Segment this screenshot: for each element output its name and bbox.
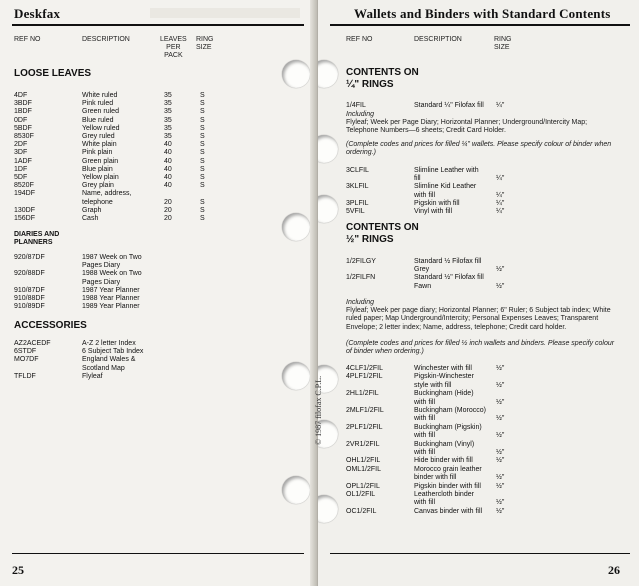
cell-desc: with fill [414, 398, 436, 406]
cell-ref: 130DF [14, 206, 36, 214]
cell-desc: Vinyl with fill [414, 208, 452, 215]
cell-ref: 4PLF1/2FIL [346, 373, 383, 381]
cell-desc: 1987 Year Planner [82, 286, 140, 294]
cell-desc: with fill [414, 499, 436, 507]
cell-ring: S [200, 141, 205, 149]
cell-ring: ½" [496, 474, 505, 482]
cell-desc: 1987 Week on Two [82, 254, 142, 261]
section-title-loose-leaves: LOOSE LEAVES [14, 68, 92, 79]
header-leaves: LEAVES PER PACK [160, 36, 187, 59]
cell-ring: ¼" [496, 199, 505, 207]
cell-ring: S [200, 149, 205, 157]
cell-desc: Cash [82, 215, 99, 222]
cell-desc: Name, address, [82, 190, 132, 198]
cell-desc: Pink ruled [82, 100, 114, 108]
page-title-right: Wallets and Binders with Standard Contents [354, 6, 611, 21]
cell-leaves: 35 [164, 100, 172, 108]
binder-hole-10 [318, 495, 338, 523]
cell-ring: S [200, 215, 205, 222]
cell-ref: OHL1/2FIL [346, 457, 381, 465]
footer-rule-right [330, 553, 630, 554]
cell-ref: 4DF [14, 92, 28, 99]
cell-ref: 2DF [14, 141, 28, 149]
cell-ref: 3PLFIL [346, 199, 369, 207]
binder-hole-3 [282, 362, 310, 390]
cell-ref: 5VFIL [346, 208, 365, 215]
cell-leaves: 40 [164, 157, 172, 165]
cell-ring: ½" [496, 482, 505, 490]
cell-desc: Yellow plain [82, 174, 119, 181]
cell-desc: Buckingham (Pigskin) [414, 423, 482, 431]
half-note: (Complete codes and prices for filled ½ inch wallets and binders. Please specify colour of binder when ordering.) [346, 340, 615, 356]
cell-desc: Green plain [82, 157, 119, 165]
cell-leaves: 35 [164, 116, 172, 124]
cell-ref: 1BDF [14, 108, 32, 116]
section-title-quarter: CONTENTS ON [346, 67, 419, 78]
cell-desc: Pages Diary [82, 262, 121, 270]
cell-ring: ½" [496, 266, 505, 274]
cell-desc: fill [414, 175, 421, 183]
cell-desc: Buckingham (Morocco) [414, 407, 486, 414]
cell-desc: A-Z 2 letter Index [82, 340, 136, 347]
cell-leaves: 20 [164, 215, 172, 222]
cell-desc: Grey plain [82, 182, 114, 190]
cell-leaves: 35 [164, 124, 172, 132]
cell-ring: ½" [496, 507, 505, 515]
cell-desc: Pink plain [82, 149, 113, 157]
cell-ref: 194DF [14, 190, 36, 198]
section-title-quarter-rings: ¼" RINGS [346, 79, 394, 90]
cell-ref: AZ2ACEDF [14, 340, 51, 347]
cell-ring: S [200, 108, 205, 116]
cell-desc: Morocco grain leather [414, 465, 482, 473]
page-number-left: 25 [12, 563, 24, 577]
cell-ring: S [200, 174, 205, 181]
cell-ref: 920/88DF [14, 270, 45, 278]
section-title-half-rings: ½" RINGS [346, 234, 394, 245]
cell-ref: 1DF [14, 165, 28, 173]
cell-ring: S [200, 133, 205, 140]
cell-desc: with fill [414, 449, 436, 456]
cell-desc: Slimline Leather with [414, 167, 479, 174]
header-ring-right: RING SIZE [494, 36, 512, 51]
cell-ring: ½" [496, 282, 505, 290]
cell-ref: 910/89DF [14, 303, 45, 311]
page-title-left: Deskfax [14, 6, 61, 21]
right-page: Wallets and Binders with Standard Contents REF NO DESCRIPTION RING SIZE CONTENTS ON ¼" RINGS 1/4FIL Standard ¼" Filofax fill ¼" Including Flyleaf; Week per Page Diary; Horizontal Planner; Underground/Intercity Map; Telephone Numbers—6 sheets; Credit Card Holder. (Complete codes and prices for filled ¼" wallets. Please specify colour of binder when ordering.) 3CLFIL Slimline Leather with fill ¼" 3KLFIL Slimline Kid Leather with fill ¼" 3PLFIL Pigskin with fill ¼" 5VFIL Vinyl with fill ¼" CONTENTS ON ½" RINGS 1/2FILGY Standard ½ Filofax fill Grey ½" 1/2FILFN Standard ½" Filofax fill Fawn ½" Including Flyleaf; Week per page diary; Horizontal Planner; 6" Ruler; 6 Subject tab index; White ruled paper; Map Underground/Intercity; Personal Expenses Leaves; Transparent Envelope; 2 letter index; Name, address, telephone; Credit card holder. (Complete codes and prices for filled ½ inch wallets and binders. Please specify colour of binder when ordering.) 4CLF1/2FIL Winchester with fill ½" 4PLF1/2FIL Pigskin-Winchester style with fill ½" 2HL1/2FIL Buckingham (Hide) with fill ½" 2MLF1/2FIL Buckingham (Morocco) with fill ½" 2PLF1/2FIL Buckingham (Pigskin) with fill ½" 2VR1/2FIL Buckingham (Vinyl) with fill ½" OHL1/2FIL Hide binder with fill ½" OML1/2FIL Morocco grain leather binder with fill ½" OPL1/2FIL Pigskin binder with fill ½" OL1/2FIL Leathercloth binder with fill ½" OC1/2FIL Canvas binder with fill ½" 26 [318, 0, 639, 586]
cell-ref: 4CLF1/2FIL [346, 365, 383, 372]
binder-hole-1 [282, 60, 310, 88]
cell-desc: White plain [82, 141, 117, 149]
cell-ring: ½" [496, 398, 505, 406]
header-ref-right: REF NO [346, 36, 373, 43]
cell-ring: S [200, 116, 205, 124]
cell-ref: 2HL1/2FIL [346, 390, 379, 398]
cell-leaves: 35 [164, 133, 172, 140]
binder-hole-6 [318, 135, 338, 163]
cell-ring: ¼" [496, 191, 505, 199]
cell-desc: Green ruled [82, 108, 119, 116]
header-ring: RING SIZE [196, 36, 214, 51]
cell-ref: MO7DF [14, 356, 39, 364]
cell-ref: 3CLFIL [346, 167, 369, 174]
cell-ring: S [200, 206, 205, 214]
cell-desc: Standard ½" Filofax fill [414, 274, 484, 282]
cell-ref: 2MLF1/2FIL [346, 407, 384, 414]
cell-desc: Blue plain [82, 165, 113, 173]
cell-ring: ½" [496, 457, 505, 465]
cell-ref: 0DF [14, 116, 28, 124]
left-page [0, 0, 316, 586]
cell-desc: Pigskin-Winchester [414, 373, 474, 381]
cell-desc: Scotland Map [82, 364, 125, 372]
cell-desc: Flyleaf [82, 372, 103, 380]
cell-desc: style with fill [414, 381, 452, 389]
cell-ring: ½" [496, 449, 505, 456]
cell-leaves: 20 [164, 206, 172, 214]
cell-desc: Leathercloth binder [414, 491, 474, 498]
cell-desc: Buckingham (Vinyl) [414, 440, 475, 448]
cell-ring: S [200, 157, 205, 165]
binder-hole-4 [282, 476, 310, 504]
header-ref: REF NO [14, 36, 41, 43]
cell-leaves: 40 [164, 149, 172, 157]
header-description: DESCRIPTION [82, 36, 130, 43]
cell-desc: Fawn [414, 282, 432, 290]
cell-desc: Hide binder with fill [414, 457, 473, 465]
header-description-right: DESCRIPTION [414, 36, 462, 43]
cell-desc: 1988 Year Planner [82, 295, 140, 302]
cell-desc: Winchester with fill [414, 365, 472, 372]
cell-ref: 2PLF1/2FIL [346, 423, 383, 431]
cell-ref: 2VR1/2FIL [346, 440, 380, 448]
cell-desc: binder with fill [414, 474, 457, 482]
cell-ref: 8520F [14, 182, 34, 190]
cell-desc: Slimline Kid Leather [414, 183, 477, 191]
cell-leaves: 40 [164, 174, 172, 181]
cell-ring: S [200, 92, 205, 99]
cell-ref: 156DF [14, 215, 36, 222]
title-rule-right [330, 24, 630, 26]
quarter-including-label: Including [346, 111, 375, 118]
cell-ring: S [200, 165, 205, 173]
page-number-right: 26 [608, 563, 620, 577]
cell-desc: 1989 Year Planner [82, 303, 140, 311]
binder-hole-2 [282, 213, 310, 241]
cell-desc: Graph [82, 206, 102, 214]
cell-ring: S [200, 100, 205, 108]
cell-ref: 5DF [14, 174, 28, 181]
cell-ref: 910/88DF [14, 295, 45, 302]
cell-ref: 3KLFIL [346, 183, 369, 191]
copyright-note: © [314, 438, 323, 445]
cell-ref: 3DF [14, 149, 28, 157]
cell-ref: 1/2FILGY [346, 258, 376, 265]
cell-ref: TFLDF [14, 372, 36, 380]
cell-desc: Grey [414, 266, 430, 274]
cell-ref: OPL1/2FIL [346, 482, 380, 490]
cell-ring: S [200, 198, 205, 206]
cell-ring: ½" [496, 415, 505, 423]
half-including-text: Flyleaf; Week per page diary; Horizontal Planner; 6" Ruler; 6 Subject tab index; White ruled paper; Map Underground/Intercity; Personal Expenses Leaves; Transparent Envelope; 2 letter index; Name, address, telephone; Credit card holder. [346, 307, 611, 331]
cell-ring: ¼" [496, 208, 505, 215]
cell-desc: Grey ruled [82, 133, 115, 140]
cell-ring: S [200, 124, 205, 132]
section-title-diaries: DIARIES AND PLANNERS [14, 231, 60, 246]
cell-leaves: 40 [164, 141, 172, 149]
half-including-label: Including [346, 299, 375, 306]
section-title-half: CONTENTS ON [346, 222, 419, 233]
binder-hole-5 [318, 60, 338, 88]
cell-desc: with fill [414, 415, 436, 423]
cell-desc: Pigskin with fill [414, 199, 460, 207]
cell-desc: Pages Diary [82, 278, 121, 286]
cell-ref: 1ADF [14, 157, 32, 165]
cell-desc: Blue ruled [82, 116, 114, 124]
cell-desc: with fill [414, 432, 436, 440]
cell-ref: OC1/2FIL [346, 507, 377, 515]
cell-ring: ½" [496, 381, 505, 389]
cell-leaves: 35 [164, 92, 172, 99]
cell-leaves: 40 [164, 182, 172, 190]
cell-ref: 920/87DF [14, 254, 45, 261]
cell-desc: Canvas binder with fill [414, 507, 483, 515]
cell-desc: 1988 Week on Two [82, 270, 142, 278]
cell-ref: OL1/2FIL [346, 491, 376, 498]
quarter-note: (Complete codes and prices for filled ¼" wallets. Please specify colour of binder when ordering.) [346, 141, 612, 157]
cell-ref: 910/87DF [14, 286, 45, 294]
cell-ring: ½" [496, 499, 505, 507]
cell-desc: Yellow ruled [82, 124, 120, 132]
cell-desc: Buckingham (Hide) [414, 390, 474, 398]
cell-desc: England Wales & [82, 356, 136, 364]
cell-desc: with fill [414, 191, 436, 199]
cell-ref: 8530F [14, 133, 34, 140]
quarter-including-text: Flyleaf; Week per Page Diary; Horizontal Planner; Underground/Intercity Map; Telephone Numbers—6 sheets; Credit Card Holder. [346, 119, 588, 135]
title-rule-left [12, 24, 304, 26]
cell-desc: Standard ½ Filofax fill [414, 258, 482, 265]
binder-hole-7 [318, 195, 338, 223]
cell-ring: ½" [496, 432, 505, 440]
cell-ref: 3BDF [14, 100, 32, 108]
cell-ref: 5BDF [14, 124, 32, 132]
cell-leaves: 40 [164, 165, 172, 173]
cell-ring: ½" [496, 365, 505, 372]
cell-ring: S [200, 182, 205, 190]
cell-desc: telephone [82, 198, 113, 206]
cell-leaves: 35 [164, 108, 172, 116]
section-title-accessories: ACCESSORIES [14, 320, 87, 331]
cell-desc: Pigskin binder with fill [414, 482, 481, 490]
cell-ref: 6STDF [14, 348, 37, 356]
cell-ref: 1/2FILFN [346, 274, 376, 282]
footer-rule-left [12, 553, 304, 554]
cell-ring: ¼" [496, 175, 505, 183]
cell-desc: 6 Subject Tab Index [82, 348, 144, 356]
cell-leaves: 20 [164, 198, 172, 206]
cell-desc: White ruled [82, 92, 118, 99]
cell-ref: OML1/2FIL [346, 465, 382, 473]
